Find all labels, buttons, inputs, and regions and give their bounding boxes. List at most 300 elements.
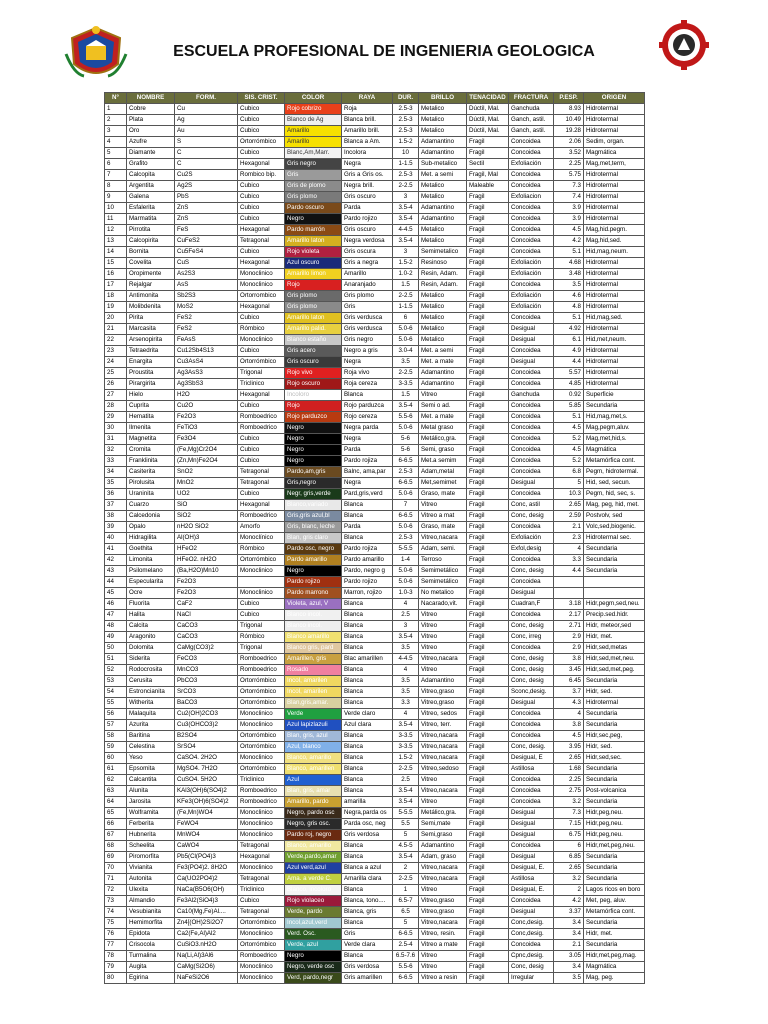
cell-origen: Secundaria [584, 797, 645, 808]
cell-nombre: Limonita [127, 555, 175, 566]
cell-pesp: 3.4 [554, 929, 584, 940]
cell-nombre: Oropimente [127, 269, 175, 280]
cell-sis: Rómbico [238, 324, 285, 335]
cell-color: Verde, pardo [285, 907, 342, 918]
cell-nombre: Azufre [127, 137, 175, 148]
cell-tenacidad: Fragil [467, 566, 509, 577]
cell-nombre: Proustita [127, 368, 175, 379]
cell-form: ZnS [175, 214, 238, 225]
cell-num: 27 [105, 390, 127, 401]
cell-tenacidad: Fragil [467, 478, 509, 489]
cell-dur: 5.0-6 [393, 522, 419, 533]
cell-raya: Rojo parduzca [342, 401, 393, 412]
cell-sis: Monoclinico [238, 962, 285, 973]
cell-num: 41 [105, 544, 127, 555]
cell-sis: Cubico [238, 313, 285, 324]
cell-brillo: Vitreo [419, 500, 467, 511]
cell-pesp: 3.8 [554, 654, 584, 665]
cell-fractura: Conc,desig. [509, 918, 554, 929]
cell-dur: 3.5-4 [393, 786, 419, 797]
cell-tenacidad: Fragil [467, 577, 509, 588]
cell-raya: Blanca brill. [342, 115, 393, 126]
cell-brillo: Vitreo,nacara [419, 874, 467, 885]
cell-dur: 6-6.5 [393, 456, 419, 467]
cell-pesp: 3.95 [554, 742, 584, 753]
cell-nombre: Pirrotita [127, 225, 175, 236]
cell-nombre: Grafito [127, 159, 175, 170]
cell-raya: Pardo rojizo [342, 577, 393, 588]
cell-sis: Trigonal [238, 643, 285, 654]
cell-brillo: Graso, mate [419, 522, 467, 533]
cell-tenacidad: Fragil [467, 643, 509, 654]
cell-tenacidad: Fragil [467, 720, 509, 731]
cell-num: 23 [105, 346, 127, 357]
cell-pesp: 3.4 [554, 918, 584, 929]
table-row [105, 511, 645, 522]
cell-form: (Zn,Mn)Fe2O4 [175, 456, 238, 467]
cell-raya: Gris verdusca [342, 313, 393, 324]
cell-num: 63 [105, 786, 127, 797]
cell-raya: Blanca [342, 500, 393, 511]
cell-raya: Blanca [342, 632, 393, 643]
cell-brillo: Adamantino [419, 148, 467, 159]
cell-nombre: Hematita [127, 412, 175, 423]
cell-pesp: 3.9 [554, 214, 584, 225]
cell-nombre: Vivianita [127, 863, 175, 874]
cell-sis: Cubico [238, 896, 285, 907]
cell-nombre: Pirolusita [127, 478, 175, 489]
cell-num: 73 [105, 896, 127, 907]
cell-brillo: Metalico [419, 291, 467, 302]
cell-raya: Blanca [342, 753, 393, 764]
cell-tenacidad: Fragil [467, 863, 509, 874]
table-body [105, 104, 645, 984]
cell-origen: Secundaria [584, 940, 645, 951]
cell-tenacidad: Fragil [467, 830, 509, 841]
cell-brillo: Vitreo, resin. [419, 929, 467, 940]
cell-origen: Hidrotermal [584, 170, 645, 181]
cell-num: 80 [105, 973, 127, 984]
cell-origen: Hidrotermal sec. [584, 533, 645, 544]
cell-tenacidad: Fragil, Mal [467, 170, 509, 181]
cell-form: Ag [175, 115, 238, 126]
cell-form: ZnS [175, 203, 238, 214]
cell-fractura: Concoidea [509, 940, 554, 951]
cell-tenacidad: Dúctil, Mal. [467, 104, 509, 115]
cell-num: 13 [105, 236, 127, 247]
cell-fractura: Conc, irreg [509, 632, 554, 643]
cell-brillo: Met.a semim [419, 456, 467, 467]
cell-brillo: Metálico,gra. [419, 434, 467, 445]
cell-color: Pardo osc, negro [285, 544, 342, 555]
cell-nombre: Calcedonia [127, 511, 175, 522]
cell-color: Negro, gris osc. [285, 819, 342, 830]
cell-form: As2S3 [175, 269, 238, 280]
cell-num: 24 [105, 357, 127, 368]
cell-form: Sb2S3 [175, 291, 238, 302]
cell-pesp: 7.3 [554, 181, 584, 192]
cell-nombre: Augita [127, 962, 175, 973]
cell-pesp: 3.18 [554, 599, 584, 610]
cell-tenacidad: Fragil [467, 940, 509, 951]
cell-brillo: Metalico [419, 236, 467, 247]
cell-fractura: Concoidea [509, 236, 554, 247]
cell-color: Negro [285, 214, 342, 225]
table-row [105, 566, 645, 577]
cell-sis: Romboedrico [238, 654, 285, 665]
cell-raya: Gris a negra [342, 258, 393, 269]
cell-form: Ca(UO2PO4)2 [175, 874, 238, 885]
cell-nombre: Vesubianita [127, 907, 175, 918]
cell-form: HFeO2. nH2O [175, 555, 238, 566]
cell-dur: 5 [393, 830, 419, 841]
cell-dur: 1 [393, 885, 419, 896]
cell-color: Gris negro [285, 159, 342, 170]
cell-num: 62 [105, 775, 127, 786]
cell-nombre: Galena [127, 192, 175, 203]
cell-origen: Hidrotermal [584, 379, 645, 390]
table-row [105, 280, 645, 291]
cell-dur: 3.5-4 [393, 203, 419, 214]
cell-dur: 3-3.5 [393, 742, 419, 753]
table-row [105, 104, 645, 115]
cell-form: Fe2O3 [175, 412, 238, 423]
cell-fractura: Desigual [509, 907, 554, 918]
cell-num: 37 [105, 500, 127, 511]
cell-raya: Amarillo [342, 269, 393, 280]
cell-num: 36 [105, 489, 127, 500]
cell-num: 40 [105, 533, 127, 544]
cell-origen: Hidrotermal [584, 357, 645, 368]
cell-num: 10 [105, 203, 127, 214]
cell-nombre: Molibdenita [127, 302, 175, 313]
cell-color: Negro [285, 456, 342, 467]
cell-pesp: 4.3 [554, 698, 584, 709]
cell-pesp: 2 [554, 885, 584, 896]
cell-brillo: Met. a semi [419, 170, 467, 181]
cell-origen: Hidr,peg,neu. [584, 808, 645, 819]
cell-dur: 3.5 [393, 687, 419, 698]
cell-color: Verde, azul [285, 940, 342, 951]
cell-brillo: No metalico [419, 588, 467, 599]
cell-num: 59 [105, 742, 127, 753]
cell-brillo: Met. a mate [419, 412, 467, 423]
cell-dur: 2.5-3 [393, 533, 419, 544]
cell-form: nH2O SiO2 [175, 522, 238, 533]
cell-origen: Hidrotermal [584, 368, 645, 379]
cell-origen: Volc,sed,biogenic. [584, 522, 645, 533]
cell-form: B2SO4 [175, 731, 238, 742]
cell-brillo: Semi o ad. [419, 401, 467, 412]
cell-pesp: 2.06 [554, 137, 584, 148]
cell-brillo: Adamantino [419, 203, 467, 214]
cell-num: 48 [105, 621, 127, 632]
cell-color: Gris, blanc, leche [285, 522, 342, 533]
cell-pesp: 5 [554, 478, 584, 489]
cell-dur: 2 [393, 863, 419, 874]
cell-pesp: 3.2 [554, 874, 584, 885]
cell-nombre: Estroncianita [127, 687, 175, 698]
cell-color: Amarillo palid. [285, 324, 342, 335]
cell-sis: Ortorrombico [238, 291, 285, 302]
column-header-color: COLOR [285, 93, 342, 104]
cell-brillo: Vitreo,nacara [419, 863, 467, 874]
table-row [105, 434, 645, 445]
cell-tenacidad: Fragil [467, 346, 509, 357]
cell-brillo: Vitreo,graso [419, 687, 467, 698]
cell-origen: Postvolv, sed [584, 511, 645, 522]
cell-brillo: Resinoso [419, 258, 467, 269]
cell-color: Azul lapizlazuli [285, 720, 342, 731]
table-row [105, 775, 645, 786]
cell-form: MoS2 [175, 302, 238, 313]
cell-fractura: Concoidea [509, 786, 554, 797]
cell-origen: Hidrotermal [584, 269, 645, 280]
cell-sis: Rómbico [238, 632, 285, 643]
cell-fractura: Conc, desig. [509, 742, 554, 753]
cell-tenacidad: Fragil [467, 797, 509, 808]
cell-sis: Cubico [238, 181, 285, 192]
cell-origen: Hidr, sed. [584, 742, 645, 753]
cell-color: Amarillo [285, 126, 342, 137]
cell-form: SiO2 [175, 511, 238, 522]
cell-form: H2O [175, 390, 238, 401]
cell-sis: Rombico bip. [238, 170, 285, 181]
cell-color: Blanco,variado [285, 500, 342, 511]
cell-color: Blanc,Am,Marr. [285, 148, 342, 159]
cell-brillo: Vitreo,nacara [419, 786, 467, 797]
cell-tenacidad: Fragil [467, 654, 509, 665]
cell-pesp: 4.4 [554, 357, 584, 368]
cell-sis: Monoclinico [238, 830, 285, 841]
cell-fractura: Exfoliacion [509, 192, 554, 203]
cell-raya: Blanca, gris [342, 907, 393, 918]
cell-tenacidad: Fragil [467, 291, 509, 302]
cell-color: Blanco estaño [285, 335, 342, 346]
cell-color: Amarillo [285, 137, 342, 148]
cell-sis: Monoclinico [238, 280, 285, 291]
cell-raya: Blanca [342, 841, 393, 852]
cell-origen: Metamórfica cont. [584, 456, 645, 467]
cell-pesp: 19.28 [554, 126, 584, 137]
table-row [105, 401, 645, 412]
cell-raya: Blanca a Am. [342, 137, 393, 148]
cell-pesp: 8.93 [554, 104, 584, 115]
cell-dur: 3-3.5 [393, 731, 419, 742]
cell-nombre: Oro [127, 126, 175, 137]
cell-sis: Ortorrómbico [238, 731, 285, 742]
cell-pesp: 4.68 [554, 258, 584, 269]
cell-tenacidad: Fragil [467, 753, 509, 764]
cell-form: Fe3O4 [175, 434, 238, 445]
cell-num: 75 [105, 918, 127, 929]
cell-form: CaWO4 [175, 841, 238, 852]
cell-color: Blanco, incoloro [285, 885, 342, 896]
cell-origen: Mag, peg, hid, met. [584, 500, 645, 511]
cell-sis: Cubico [238, 434, 285, 445]
cell-color: Violeta, azul, V [285, 599, 342, 610]
table-row [105, 852, 645, 863]
cell-nombre: Ulexita [127, 885, 175, 896]
cell-brillo: Vitreo,nacara [419, 533, 467, 544]
cell-num: 67 [105, 830, 127, 841]
cell-dur: 4-4.5 [393, 654, 419, 665]
cell-origen: Hidrotermal [584, 115, 645, 126]
cell-form: Ca2(Fe,Al)Al2 [175, 929, 238, 940]
table-row [105, 940, 645, 951]
cell-tenacidad: Fragil [467, 335, 509, 346]
cell-form: SrSO4 [175, 742, 238, 753]
cell-nombre: Azurita [127, 720, 175, 731]
cell-brillo: Vitreo,sedoso [419, 764, 467, 775]
cell-nombre: Goethita [127, 544, 175, 555]
cell-form: FeAsS [175, 335, 238, 346]
cell-fractura: Astillosa [509, 874, 554, 885]
cell-tenacidad: Fragil [467, 379, 509, 390]
cell-fractura: Concoidea [509, 203, 554, 214]
cell-color: Verd. Osc. [285, 929, 342, 940]
cell-form: NaFeSi2O6 [175, 973, 238, 984]
cell-color: Amarillo laton [285, 313, 342, 324]
cell-fractura: Concoidea [509, 775, 554, 786]
cell-color: Negro, verde osc [285, 962, 342, 973]
cell-dur: 5-5.5 [393, 544, 419, 555]
cell-tenacidad: Fragil [467, 445, 509, 456]
cell-color: Azul [285, 775, 342, 786]
cell-origen: Hidr,met,peg,neu. [584, 841, 645, 852]
cell-fractura: Concoidea [509, 379, 554, 390]
cell-form: Cu5FeS4 [175, 247, 238, 258]
cell-dur: 4 [393, 709, 419, 720]
cell-color: Incol, amarilen [285, 676, 342, 687]
table-row [105, 159, 645, 170]
cell-origen: Hidr, met. [584, 632, 645, 643]
cell-num: 9 [105, 192, 127, 203]
cell-tenacidad: Fragil [467, 357, 509, 368]
cell-brillo: Semi,graso [419, 830, 467, 841]
cell-color: Blanco gris, pard [285, 643, 342, 654]
cell-dur: 6.5 [393, 907, 419, 918]
cell-num: 5 [105, 148, 127, 159]
cell-pesp [554, 577, 584, 588]
cell-num: 57 [105, 720, 127, 731]
table-row [105, 214, 645, 225]
cell-form: Cu2O [175, 401, 238, 412]
cell-brillo: Metalico [419, 335, 467, 346]
cell-dur: 1-4 [393, 555, 419, 566]
cell-brillo: Metálico,gra. [419, 808, 467, 819]
cell-sis: Triclinico [238, 775, 285, 786]
cell-origen: Mag,met,term, [584, 159, 645, 170]
table-row [105, 654, 645, 665]
cell-dur: 3-3.5 [393, 379, 419, 390]
cell-pesp: 4.92 [554, 324, 584, 335]
table-row [105, 247, 645, 258]
cell-pesp [554, 588, 584, 599]
cell-fractura: Desigual [509, 698, 554, 709]
cell-raya: Blanca [342, 676, 393, 687]
cell-dur: 6 [393, 313, 419, 324]
cell-fractura: Desigual [509, 478, 554, 489]
cell-num: 44 [105, 577, 127, 588]
cell-tenacidad: Fragil [467, 225, 509, 236]
table-row [105, 225, 645, 236]
cell-color: Incol,azul,verd [285, 918, 342, 929]
cell-form: CaF2 [175, 599, 238, 610]
cell-pesp: 7.4 [554, 192, 584, 203]
cell-pesp: 10.3 [554, 489, 584, 500]
cell-dur: 2-2.5 [393, 764, 419, 775]
cell-dur: 1.5-2 [393, 137, 419, 148]
cell-form: FeS2 [175, 324, 238, 335]
cell-form: S [175, 137, 238, 148]
cell-color: Incol, amarilen [285, 687, 342, 698]
cell-origen: Magmática [584, 962, 645, 973]
cell-brillo: Semi, graso [419, 445, 467, 456]
cell-raya: Gris a Gris os. [342, 170, 393, 181]
cell-origen: Hid,mag,met,s. [584, 412, 645, 423]
cell-pesp: 2.25 [554, 775, 584, 786]
cell-origen: Hidr,sec,peg, [584, 731, 645, 742]
cell-nombre: Aragonito [127, 632, 175, 643]
cell-form: MgSO4. 7H2O [175, 764, 238, 775]
table-row [105, 687, 645, 698]
cell-raya: Gris negro [342, 335, 393, 346]
cell-num: 54 [105, 687, 127, 698]
cell-sis: Cubico [238, 192, 285, 203]
cell-form: (Fe,Mg)Cr2O4 [175, 445, 238, 456]
table-row [105, 368, 645, 379]
cell-dur: 1.0-3 [393, 588, 419, 599]
cell-pesp: 2.17 [554, 610, 584, 621]
cell-brillo: Vitreo a mate [419, 940, 467, 951]
cell-origen: Mag,met,hid,s. [584, 434, 645, 445]
cell-sis: Romboedrico [238, 511, 285, 522]
cell-num: 49 [105, 632, 127, 643]
cell-fractura: Ganch, astil. [509, 126, 554, 137]
cell-pesp: 3.45 [554, 665, 584, 676]
cell-brillo: Adamantino [419, 841, 467, 852]
cell-nombre: Cromita [127, 445, 175, 456]
cell-num: 51 [105, 654, 127, 665]
table-row [105, 962, 645, 973]
cell-color: Negr, gris,verde [285, 489, 342, 500]
cell-raya: Blanca [342, 731, 393, 742]
cell-fractura: Concoidea [509, 346, 554, 357]
cell-num: 34 [105, 467, 127, 478]
cell-fractura: Conc, astil [509, 500, 554, 511]
cell-dur: 2-2.5 [393, 181, 419, 192]
cell-nombre: Rodocrosita [127, 665, 175, 676]
cell-num: 22 [105, 335, 127, 346]
cell-nombre: Bornita [127, 247, 175, 258]
cell-fractura: Cpnc,desig. [509, 951, 554, 962]
cell-raya: Parda osc, neg [342, 819, 393, 830]
cell-raya: Gris oscura [342, 247, 393, 258]
cell-brillo: Met,semimet [419, 478, 467, 489]
cell-form: Cu3(OHCO3)2 [175, 720, 238, 731]
cell-form: FeS [175, 225, 238, 236]
cell-pesp: 2.65 [554, 500, 584, 511]
column-header-form: FORM. [175, 93, 238, 104]
cell-brillo: Metalico [419, 181, 467, 192]
cell-form: MnWO4 [175, 830, 238, 841]
cell-dur: 5.0-6 [393, 423, 419, 434]
cell-origen: Precip.sed.hidr. [584, 610, 645, 621]
cell-tenacidad: Fragil [467, 786, 509, 797]
cell-num: 50 [105, 643, 127, 654]
cell-dur: 2.5-4 [393, 940, 419, 951]
